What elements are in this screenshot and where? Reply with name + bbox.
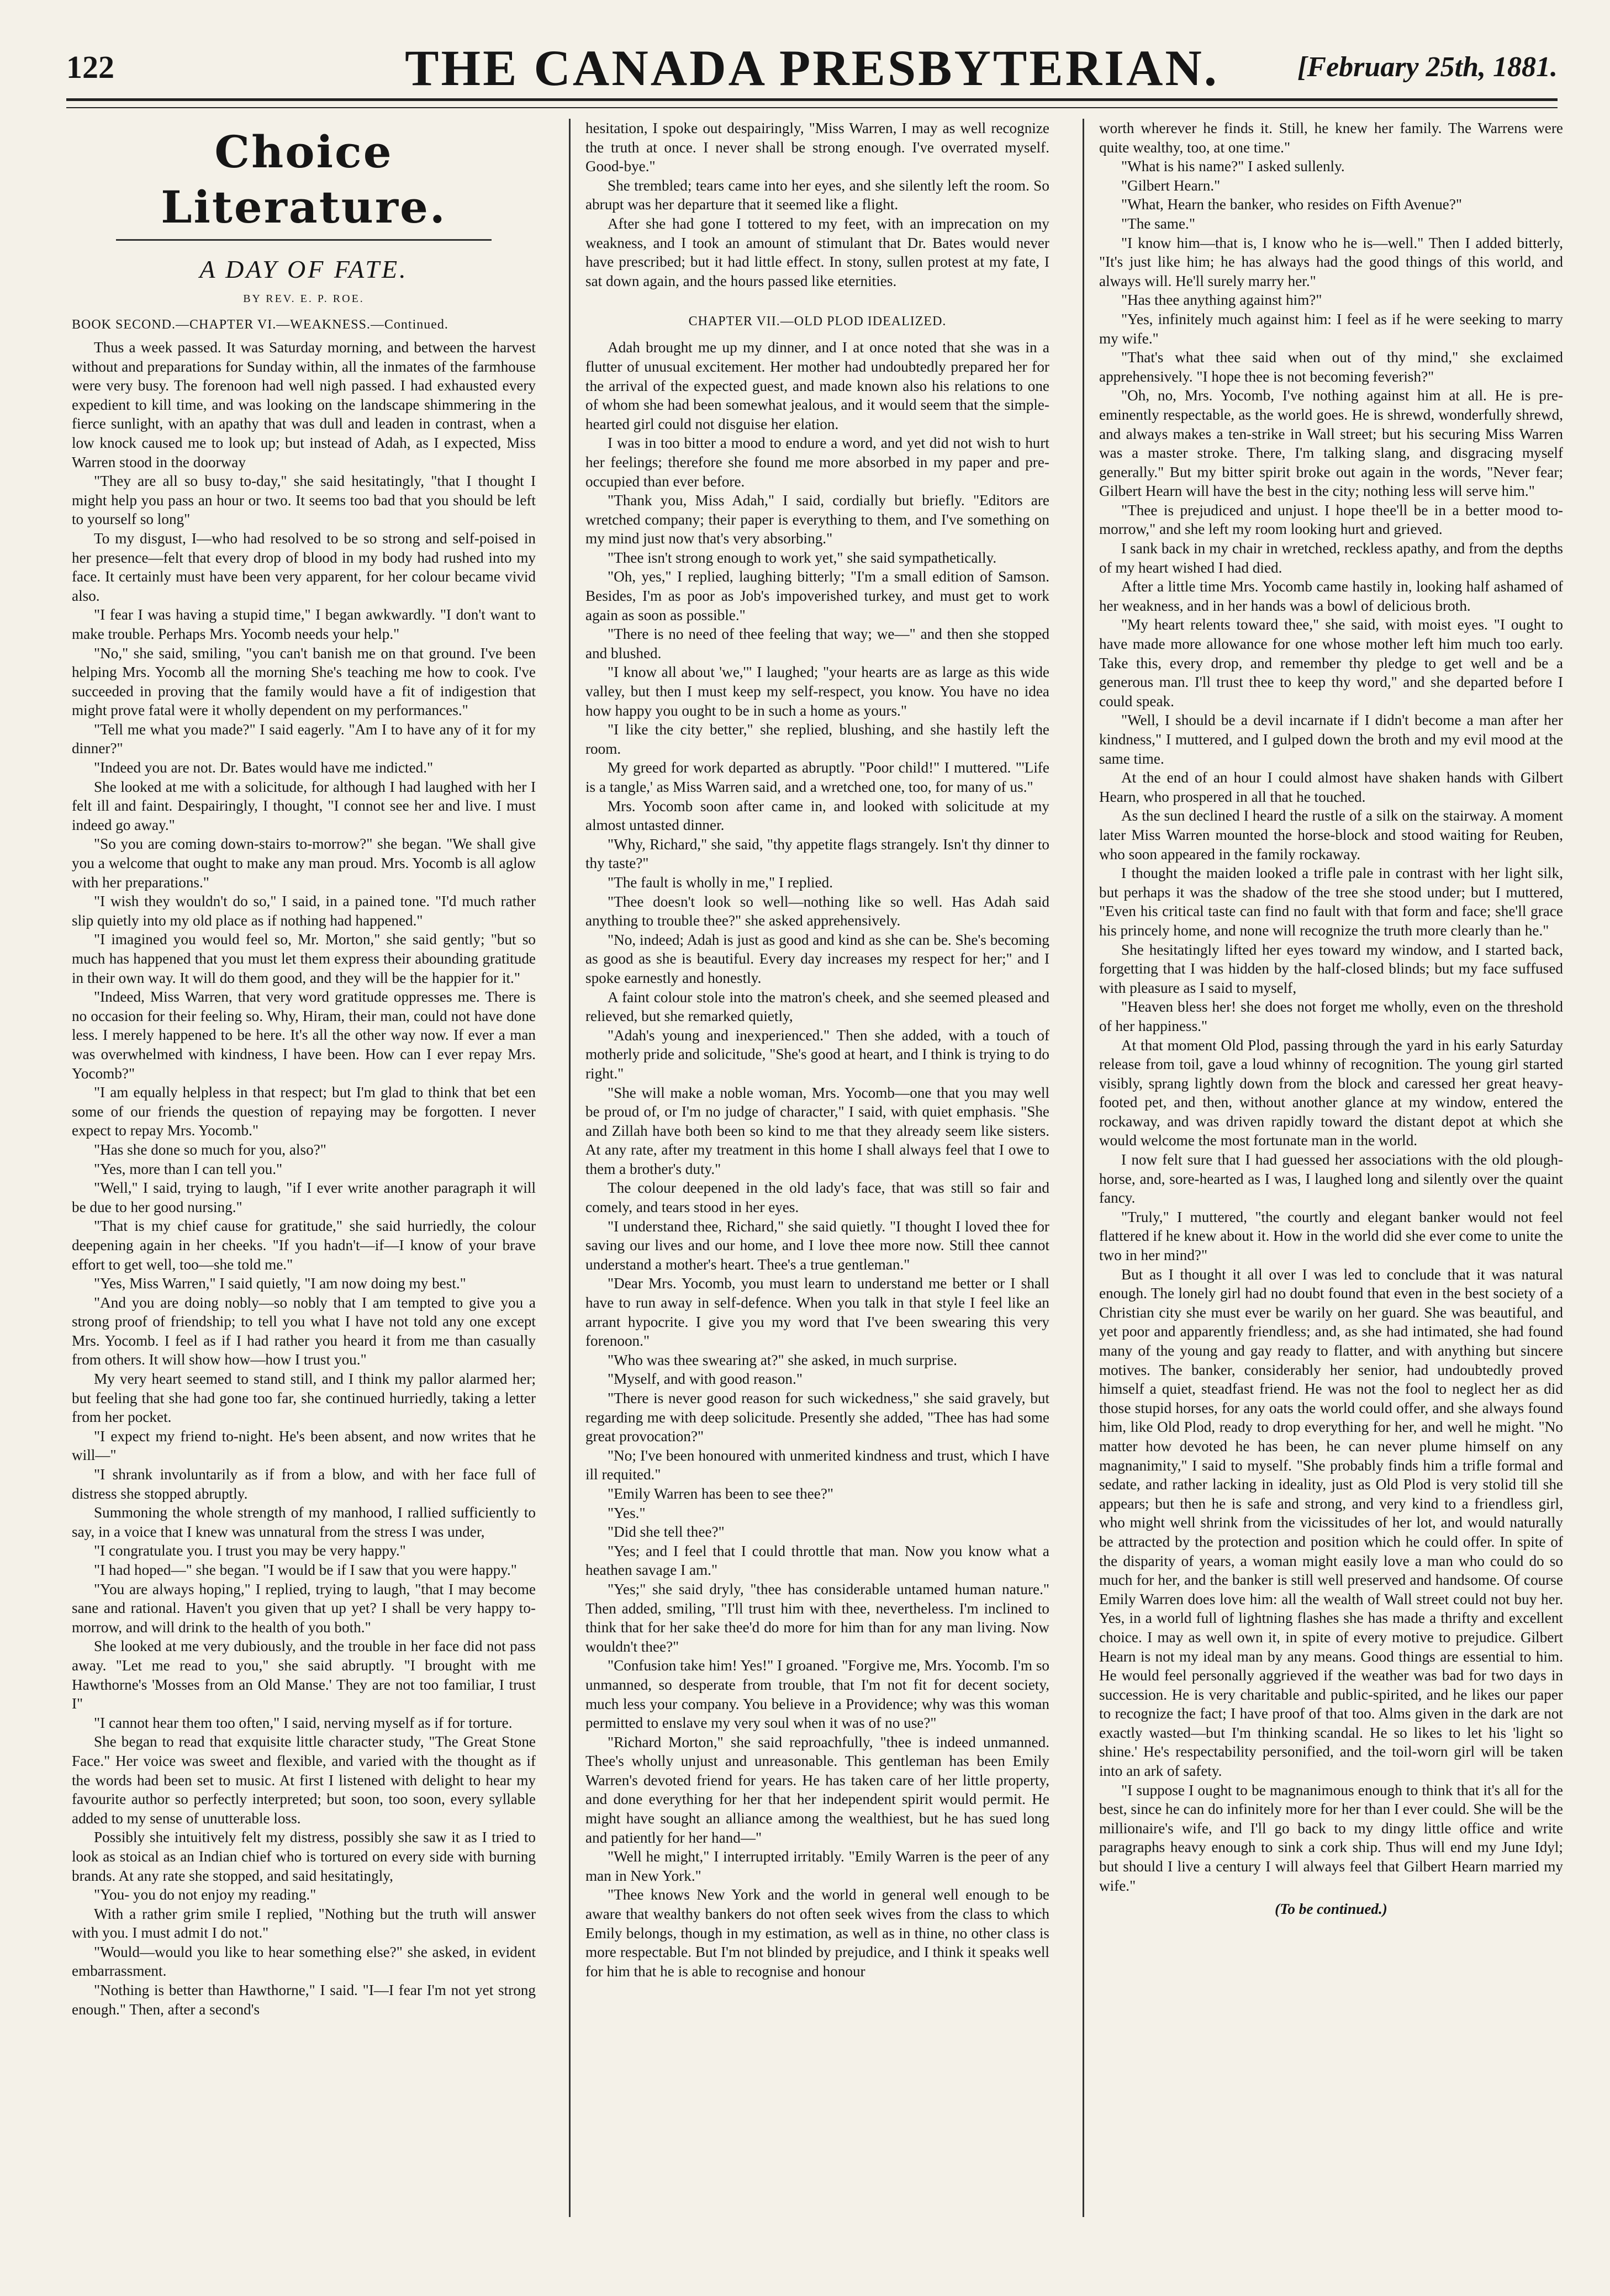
paragraph: "Thank you, Miss Adah," I said, cordially but briefly. "Editors are wretched company; their paper is everything to them, and I've something on my mind just now that's very absorbing." xyxy=(585,492,1049,547)
paragraph: "Thee is prejudiced and unjust. I hope thee'll be in a better mood to-morrow," and she left my room looking hurt and grieved. xyxy=(1099,501,1563,538)
paragraph: She looked at me with a solicitude, for although I had laughed with her I felt ill and faint. Despairingly, I thought, "I connot see her and live. I must indeed go away." xyxy=(72,778,536,833)
paragraph: At that moment Old Plod, passing through the yard in his early Saturday release from toil, gave a loud whinny of recognition. The young girl started visibly, sprang lightly down from the block and caressed her great heavy-footed pet, and then, without another glance at my window, entered the rockaway, and was driven rapidly toward the distant depot at which she would welcome the most fortunate man in the world. xyxy=(1099,1036,1563,1149)
paragraph: "Nothing is better than Hawthorne," I said. "I—I fear I'm not yet strong enough." Then, after a second's xyxy=(72,1982,536,2018)
paragraph: "That's what thee said when out of thy mind," she exclaimed apprehensively. "I hope thee is not becoming feverish?" xyxy=(1099,349,1563,385)
issue-date: [February 25th, 1881. xyxy=(1297,51,1558,83)
paragraph: "You are always hoping," I replied, trying to laugh, "that I may become sane and rational. Haven't you given that up yet? I shall be very happy to-morrow, and will drink to the health of you both." xyxy=(72,1580,536,1636)
paragraph: "Yes;" she said dryly, "thee has considerable untamed human nature." Then added, smiling, "I'll trust him with thee, nevertheless. I'm inclined to think that for her sake thee'd do more for him than for any man living. Now wouldn't thee?" xyxy=(585,1580,1049,1655)
paragraph: My greed for work departed as abruptly. "Poor child!" I muttered. "'Life is a tangle,' as Miss Warren said, and a wretched one, too, for many of us." xyxy=(585,759,1049,795)
paragraph: She hesitatingly lifted her eyes toward my window, and I started back, forgetting that I was hidden by the half-closed blinds; but my face suffused with pleasure as I said to myself, xyxy=(1099,941,1563,996)
column-divider xyxy=(1083,119,1084,2217)
column-divider xyxy=(569,119,571,2217)
paragraph: The colour deepened in the old lady's face, that was still so fair and comely, and tears stood in her eyes. xyxy=(585,1179,1049,1216)
paragraph: She began to read that exquisite little character study, "The Great Stone Face." Her voice was sweet and flexible, and varied with the thought as if the words had been set to music. At first I listened with delight to hear my favourite author so perfectly interpreted; but soon, too soon, every syllable added to my sense of unutterable loss. xyxy=(72,1733,536,1827)
paragraph: "I imagined you would feel so, Mr. Morton," she said gently; "but so much has happened that you must let them express their abounding gratitude in their own way. It will do them good, and they will be the happier for it." xyxy=(72,931,536,986)
column-3 xyxy=(1099,119,1563,2250)
paragraph: "Well, I should be a devil incarnate if I didn't become a man after her kindness," I muttered, and I gulped down the broth and my evil mood at the same time. xyxy=(1099,712,1563,767)
paragraph: "Thee doesn't look so well—nothing like so well. Has Adah said anything to trouble thee?" she asked apprehensively. xyxy=(585,893,1049,929)
paragraph: "Thee isn't strong enough to work yet," she said sympathetically. xyxy=(608,549,997,566)
column-2 xyxy=(585,119,1049,2250)
paragraph: "Indeed, Miss Warren, that very word gratitude oppresses me. There is no occasion for their feeling so. Why, Hiram, their man, could not have done less. I merely happened to be here. It's all the other way now. If ever a man was overwhelmed with kindness, I have been. How can I ever repay Mrs. Yocomb?" xyxy=(72,988,536,1082)
paragraph: "I fear I was having a stupid time," I began awkwardly. "I don't want to make trouble. Perhaps Mrs. Yocomb needs your help." xyxy=(72,606,536,642)
section-heading: Choice Literature. xyxy=(161,126,447,233)
masthead-rule-thin xyxy=(66,107,1558,108)
paragraph: Summoning the whole strength of my manhood, I rallied sufficiently to say, in a voice that I knew was unnatural from the stress I was under, xyxy=(72,1504,536,1540)
paragraph: hesitation, I spoke out despairingly, "Miss Warren, I may as well recognize the truth at once. I never shall be strong enough. I've overrated myself. Good-bye." xyxy=(585,120,1049,175)
paragraph: Possibly she intuitively felt my distress, possibly she saw it as I tried to look as stoical as an Indian chief who is tortured on every side with burning brands. At any rate she stopped, and said hesitatingly, xyxy=(72,1829,536,1884)
paragraph: "Thee knows New York and the world in general well enough to be aware that wealthy bankers do not often seek wives from the class to which Emily belongs, though in my estimation, as well as in thine, no other class is more respectable. But I'm not blinded by prejudice, and I think it speaks well for him that he is able to recognise and honour xyxy=(585,1886,1049,1980)
column-1 xyxy=(72,119,536,2250)
chapter-heading: CHAPTER VII.—OLD PLOD IDEALIZED. xyxy=(688,314,947,329)
page-number: 122 xyxy=(66,49,114,85)
paragraph: "So you are coming down-stairs to-morrow?" she began. "We shall give you a welcome that ought to make any man proud. Mrs. Yocomb is all aglow with her preparations." xyxy=(72,835,536,891)
paragraph: She trembled; tears came into her eyes, and she silently left the room. So abrupt was her departure that it seemed like a flight. xyxy=(585,177,1049,213)
paragraph: "Oh, no, Mrs. Yocomb, I've nothing against him at all. He is pre-eminently respectable, as the world goes. He is shrewd, wonderfully shrewd, and always makes a ten-strike in Wall street; but his securing Miss Warren was a master stroke. There, I'm talking slang, and disgracing myself generally." But my bitter spirit broke out again in the words, "Never fear; Gilbert Hearn will have the best in the city; nothing less will serve him." xyxy=(1099,387,1563,500)
paragraph: "There is never good reason for such wickedness," she said gravely, but regarding me with deep solicitude. Presently she added, "Thee has had some great provocation?" xyxy=(585,1390,1049,1445)
paragraph: My very heart seemed to stand still, and I think my pallor alarmed her; but feeling that she had gone too far, she continued hurriedly, taking a letter from her pocket. xyxy=(72,1371,536,1426)
paragraph: "Yes; and I feel that I could throttle that man. Now you know what a heathen savage I am." xyxy=(585,1542,1049,1579)
paragraph: To my disgust, I—who had resolved to be so strong and self-poised in her presence—felt that every drop of blood in my body had rushed into my face. It certainly must have been very apparent, for her colour became vivid also. xyxy=(72,530,536,604)
paragraph: "Yes, infinitely much against him: I feel as if he were seeking to marry my wife." xyxy=(1099,310,1563,347)
paragraph: I now felt sure that I had guessed her associations with the old plough-horse, and, sore-hearted as I was, I laughed long and silently over the quaint fancy. xyxy=(1099,1151,1563,1207)
paragraph: "There is no need of thee feeling that way; we—" and then she stopped and blushed. xyxy=(585,626,1049,662)
paragraph: But as I thought it all over I was led to conclude that it was natural enough. The lonely girl had no doubt found that even in the best society of a Christian city she must ever be warily on her guard. She was beautiful, and yet poor and apparently friendless; and, as she had intimated, she had found many of the young and gay ready to flatter, and with anything but sincere motives. The banker, considerably her senior, had undoubtedly proved himself a quiet, steadfast friend. He was not the fool to neglect her as did those stupid horses, for any oats the world could offer, and she always found him, like Old Plod, ready to drop everything for her, and well he might. "No matter how devoted he has been, he can never plume himself on any magnanimity," I said to myself. "She probably finds him a trifle formal and sedate, and rather lacking in ideality, just as Old Plod is very stolid till she appears; but then he is safe and strong, and very kind to a friendless girl, who might well shrink from the vicissitudes of her lot, and would naturally be attracted by the protection and position which he could offer. In spite of the disparity of years, a woman might easily love a man who could do so much for her, and the banker is still well preserved and handsome. Of course Emily Warren does love him: all the wealth of Wall street could not buy her. Yes, in a world full of lightning flashes she has made a thrifty and excellent choice. I may as well own it, in spite of every motive to prejudice. Gilbert Hearn is not my ideal man by any means. Good things are essential to him. He would feel personally aggrieved if the weather was bad for two days in succession. He is very charitable and public-spirited, and he likes our paper to recognize the fact; I have proof of that too. Alms given in the dark are not exactly wasted—but I'm thinking scandal. He so likes to let his 'light so shine.' He's respectability personified, and the toil-worn girl will be taken into an ark of safety. xyxy=(1099,1266,1563,1780)
paragraph: "Emily Warren has been to see thee?" xyxy=(608,1485,834,1502)
paragraph: "I cannot hear them too often," I said, nerving myself as if for torture. xyxy=(94,1714,513,1731)
section-rule xyxy=(116,239,492,241)
paragraph: "I know all about 'we,'" I laughed; "your hearts are as large as this wide valley, but then I must keep my self-respect, you know. You have no idea how happy you ought to be in such a home as yours." xyxy=(585,664,1049,719)
paragraph: "I suppose I ought to be magnanimous enough to think that it's all for the best, since he can do infinitely more for her than I ever could. She will be the millionaire's wife, and I'll go back to my dingy little office and write paragraphs heavy enough to sink a cork ship. Thus will end my June Idyl; but should I live a century I will always feel that Gilbert Hearn married my wife." xyxy=(1099,1781,1563,1894)
paragraph: Thus a week passed. It was Saturday morning, and between the harvest without and preparations for Sunday within, all the inmates of the farmhouse were very busy. The forenoon had well nigh passed. I had exhausted every expedient to kill time, and was looking on the landscape shimmering in the fierce sunlight, with an apathy that was dull and leaden in contrast, when a low knock caused me to look up; but instead of Adah, as I expected, Miss Warren stood in the doorway xyxy=(72,339,536,470)
paragraph: "Myself, and with good reason." xyxy=(608,1371,803,1388)
paragraph: "The same." xyxy=(1121,215,1195,232)
paragraph: "Yes." xyxy=(608,1504,646,1521)
paragraph: "I am equally helpless in that respect; but I'm glad to think that bet een some of our friends the question of repaying may be forgotten. I never expect to repay Mrs. Yocomb." xyxy=(72,1084,536,1139)
paragraph: "Confusion take him! Yes!" I groaned. "Forgive me, Mrs. Yocomb. I'm so unmanned, so desperate from trouble, that I'm not fit for decent society, much less your company. You believe in a Providence; why was this woman permitted to enslave my very soul when it was of no use?" xyxy=(585,1657,1049,1732)
paragraph: After a little time Mrs. Yocomb came hastily in, looking half ashamed of her weakness, and in her hands was a bowl of delicious broth. xyxy=(1099,578,1563,614)
paragraph: "Tell me what you made?" I said eagerly. "Am I to have any of it for my dinner?" xyxy=(72,721,536,757)
paragraph: "Has she done so much for you, also?" xyxy=(94,1141,326,1158)
paragraph: "I expect my friend to-night. He's been absent, and now writes that he will—" xyxy=(72,1427,536,1464)
column-2-body xyxy=(585,338,1049,1981)
paragraph: "And you are doing nobly—so nobly that I am tempted to give you a strong proof of friendship; to tell you what I have not told any one except Mrs. Yocomb. I feel as if I had rather you heard it from me than casually from others. It will show how—how I trust you." xyxy=(72,1294,536,1368)
paragraph: "The fault is wholly in me," I replied. xyxy=(608,874,833,891)
paragraph: "Indeed you are not. Dr. Bates would have me indicted." xyxy=(94,759,434,776)
paragraph: Adah brought me up my dinner, and I at once noted that she was in a flutter of unusual excitement. Her mother had undoubtedly prepared her for the arrival of the expected guest, and made known also his relations to one of whom she had been somewhat jealous, and it would seem that the simple-hearted girl could not disguise her elation. xyxy=(585,339,1049,432)
paragraph: I thought the maiden looked a trifle pale in contrast with her light silk, but perhaps it was the shadow of the tree she stood under; but I muttered, "Even his critical taste can find no fault with that form and face; she'll grace his princely home, and none will recognize the truth more clearly than he." xyxy=(1099,865,1563,939)
paragraph: "Did she tell thee?" xyxy=(608,1523,725,1541)
paragraph: "Adah's young and inexperienced." Then she added, with a touch of motherly pride and solicitude, "She's good at heart, and I think is trying to do right." xyxy=(585,1027,1049,1082)
masthead-rule xyxy=(66,98,1558,101)
paragraph: "No; I've been honoured with unmerited kindness and trust, which I have ill requited." xyxy=(585,1447,1049,1483)
paragraph: "Yes, Miss Warren," I said quietly, "I am now doing my best." xyxy=(94,1275,466,1292)
paragraph: A faint colour stole into the matron's cheek, and she seemed pleased and relieved, but she remarked quietly, xyxy=(585,988,1049,1025)
paragraph: worth wherever he finds it. Still, he knew her family. The Warrens were quite wealthy, too, at one time." xyxy=(1099,120,1563,156)
paragraph: "She will make a noble woman, Mrs. Yocomb—one that you may well be proud of, or I'm no judge of character," I said, with quiet emphasis. "She and Zillah have both been so kind to me that they already seem like sisters. At any rate, after my treatment in this home I shall always feel that I owe to them a brother's duty." xyxy=(585,1084,1049,1177)
paragraph: "I shrank involuntarily as if from a blow, and with her face full of distress she stopped abruptly. xyxy=(72,1466,536,1502)
column-1-body xyxy=(72,338,536,2019)
paragraph: "You- you do not enjoy my reading." xyxy=(94,1886,316,1903)
paragraph: Mrs. Yocomb soon after came in, and looked with solicitude at my almost untasted dinner. xyxy=(585,797,1049,834)
paragraph: "I like the city better," she replied, blushing, and she hastily left the room. xyxy=(585,721,1049,757)
paragraph: "No, indeed; Adah is just as good and kind as she can be. She's becoming as good as she is beautiful. Every day increases my respect for her;" and I spoke earnestly and honestly. xyxy=(585,931,1049,986)
paragraph: "No," she said, smiling, "you can't banish me on that ground. I've been helping Mrs. Yocomb all the morning She's teaching me how to cook. I've succeeded in proving that the family would have a fit of indigestion that might prove fatal were it wholly dependent on my performances." xyxy=(72,644,536,719)
paragraph: "Yes, more than I can tell you." xyxy=(94,1160,283,1177)
paragraph: With a rather grim smile I replied, "Nothing but the truth will answer with you. I must admit I do not." xyxy=(72,1905,536,1941)
column-2-body-top xyxy=(585,119,1049,290)
paragraph: "They are all so busy to-day," she said hesitatingly, "that I thought I might help you pass an hour or two. It seems too bad that you should be left to yourself so long" xyxy=(72,473,536,528)
story-title: A DAY OF FATE. xyxy=(199,255,408,283)
paragraph: "I know him—that is, I know who he is—well." Then I added bitterly, "It's just like him; he has always had the good things of this world, and always will. He'll surely marry her." xyxy=(1099,234,1563,289)
author-byline: BY REV. E. P. ROE. xyxy=(243,293,365,305)
paragraph: As the sun declined I heard the rustle of a silk on the stairway. A moment later Miss Warren mounted the horse-block and stood waiting for Reuben, who soon appeared in the family rockaway. xyxy=(1099,807,1563,863)
paragraph: At the end of an hour I could almost have shaken hands with Gilbert Hearn, who prospered in all that he touched. xyxy=(1099,769,1563,805)
column-3-body xyxy=(1099,119,1563,1895)
paragraph: "Truly," I muttered, "the courtly and elegant banker would not feel flattered if he knew about it. How in the world did she ever come to unite the two in her mind?" xyxy=(1099,1208,1563,1264)
paragraph: "Who was thee swearing at?" she asked, in much surprise. xyxy=(608,1351,957,1368)
paragraph: After she had gone I tottered to my feet, with an imprecation on my weakness, and I took an amount of stimulant that Dr. Bates would never have prescribed; but it had little effect. In stony, sullen protest at my fate, I sat down again, and the hours passed like eternities. xyxy=(585,215,1049,289)
paragraph: "What, Hearn the banker, who resides on Fifth Avenue?" xyxy=(1121,196,1463,213)
paragraph: "What is his name?" I asked sullenly. xyxy=(1121,158,1345,175)
paragraph: "Oh, yes," I replied, laughing bitterly; "I'm a small edition of Samson. Besides, I'm as poor as Job's impoverished turkey, and must get to work again as soon as possible." xyxy=(585,568,1049,623)
paragraph: "I had hoped—" she began. "I would be if I saw that you were happy." xyxy=(94,1562,517,1578)
paragraph: "Richard Morton," she said reproachfully, "thee is indeed unmanned. Thee's wholly unjust and unreasonable. This gentleman has been Emily Warren's devoted friend for years. He has taken care of her little property, and done everything for her that her independent spirit would permit. He might have sought an alliance among the wealthiest, but he has sued long and patiently for her hand—" xyxy=(585,1733,1049,1846)
newspaper-title: THE CANADA PRESBYTERIAN. xyxy=(405,40,1219,96)
paragraph: "My heart relents toward thee," she said, with moist eyes. "I ought to have made more allowance for one whose mother left him much too early. Take this, every drop, and remember thy pledge to get well and be a generous man. I'll trust thee to keep thy word," and she departed before I could speak. xyxy=(1099,616,1563,710)
paragraph: "Why, Richard," she said, "thy appetite flags strangely. Isn't thy dinner to thy taste?" xyxy=(585,835,1049,872)
paragraph: "Has thee anything against him?" xyxy=(1121,292,1322,309)
paragraph: "Heaven bless her! she does not forget me wholly, even on the threshold of her happiness." xyxy=(1099,998,1563,1034)
paragraph: "Well," I said, trying to laugh, "if I ever write another paragraph it will be due to her good nursing." xyxy=(72,1179,536,1215)
paragraph: "I understand thee, Richard," she said quietly. "I thought I loved thee for saving our lives and our home, and I love thee more now. Still thee cannot understand a mother's heart. Thee's a true gentleman." xyxy=(585,1218,1049,1273)
paragraph: "Well he might," I interrupted irritably. "Emily Warren is the peer of any man in New York." xyxy=(585,1848,1049,1884)
masthead xyxy=(66,39,1558,105)
continued-note: (To be continued.) xyxy=(1275,1901,1387,1918)
paragraph: I was in too bitter a mood to endure a word, and yet did not wish to hurt her feelings; therefore she found me more absorbed in my paper and pre-occupied than ever before. xyxy=(585,435,1049,490)
paragraph: "That is my chief cause for gratitude," she said hurriedly, the colour deepening again in her cheeks. "If you hadn't—if—I know of your brave effort to get well, too—she told me." xyxy=(72,1218,536,1273)
paragraph: "I wish they wouldn't do so," I said, in a pained tone. "I'd much rather slip quietly into my old place as if nothing had happened." xyxy=(72,893,536,929)
paragraph: "Would—would you like to hear something else?" she asked, in evident embarrassment. xyxy=(72,1943,536,1980)
paragraph: "Gilbert Hearn." xyxy=(1121,177,1221,194)
paragraph: "Dear Mrs. Yocomb, you must learn to understand me better or I shall have to run away in self-defence. When you talk in that style I feel like an arrant hypocrite. I give you my word that I've been swearing this very forenoon." xyxy=(585,1275,1049,1350)
paragraph: I sank back in my chair in wretched, reckless apathy, and from the depths of my heart wished I had died. xyxy=(1099,540,1563,576)
paragraph: "I congratulate you. I trust you may be very happy." xyxy=(94,1542,406,1559)
chapter-heading: BOOK SECOND.—CHAPTER VI.—WEAKNESS.—Continued. xyxy=(72,318,448,332)
paragraph: She looked at me very dubiously, and the trouble in her face did not pass away. "Let me read to you," she said abruptly. "I brought with me Hawthorne's 'Mosses from an Old Manse.' They are not too familiar, I trust I" xyxy=(72,1638,536,1712)
